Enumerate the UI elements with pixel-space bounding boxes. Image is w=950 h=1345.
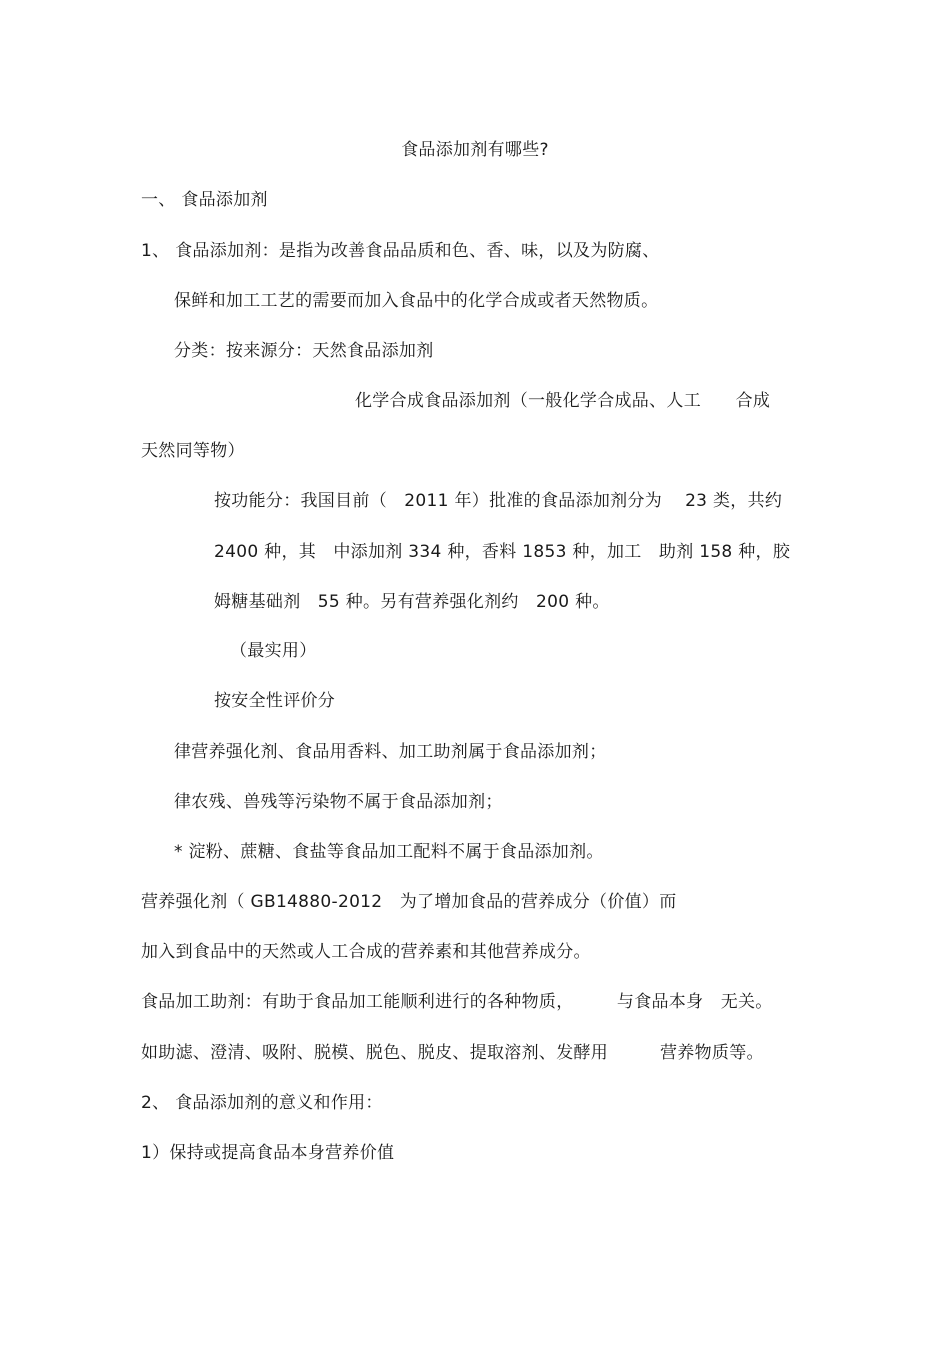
classification-function-cont-2: 姆糖基础剂 55 种。另有营养强化剂约 200 种。	[214, 592, 610, 612]
classification-synthetic: 化学合成食品添加剂（一般化学合成品、人工 合成	[355, 391, 771, 411]
definition-line-cont: 保鲜和加工工艺的需要而加入食品中的化学合成或者天然物质。	[174, 291, 659, 311]
section-heading-1: 一、 食品添加剂	[141, 190, 268, 210]
classification-function: 按功能分：我国目前（ 2011 年）批准的食品添加剂分为 23 类，共约	[214, 491, 783, 511]
classification-source: 分类：按来源分：天然食品添加剂	[174, 341, 434, 361]
section-heading-2: 2、 食品添加剂的意义和作用：	[141, 1093, 383, 1113]
classification-synthetic-cont: 天然同等物）	[141, 441, 245, 461]
definition-line: 1、 食品添加剂：是指为改善食品品质和色、香、味，以及为防腐、	[141, 241, 660, 261]
processing-aid-line: 食品加工助剂：有助于食品加工能顺利进行的各种物质， 与食品本身 无关。	[141, 992, 773, 1012]
classification-function-cont: 2400 种，其 中添加剂 334 种，香料 1853 种，加工 助剂 158 种，胶	[214, 542, 791, 562]
fortifier-line-cont: 加入到食品中的天然或人工合成的营养素和其他营养成分。	[141, 942, 591, 962]
processing-aid-line-cont: 如助滤、澄清、吸附、脱模、脱色、脱皮、提取溶剂、发酵用 营养物质等。	[141, 1043, 764, 1063]
most-practical-note: （最实用）	[230, 641, 317, 661]
rule-line-2: 律农残、兽残等污染物不属于食品添加剂；	[174, 792, 503, 812]
purpose-item-1: 1）保持或提高食品本身营养价值	[141, 1143, 395, 1163]
classification-safety: 按安全性评价分	[214, 691, 336, 711]
rule-line-3: * 淀粉、蔗糖、食盐等食品加工配料不属于食品添加剂。	[174, 842, 604, 862]
rule-line-1: 律营养强化剂、食品用香料、加工助剂属于食品添加剂；	[174, 742, 607, 762]
fortifier-line: 营养强化剂（ GB14880-2012 为了增加食品的营养成分（价值）而	[141, 892, 677, 912]
document-title: 食品添加剂有哪些?	[401, 140, 549, 160]
